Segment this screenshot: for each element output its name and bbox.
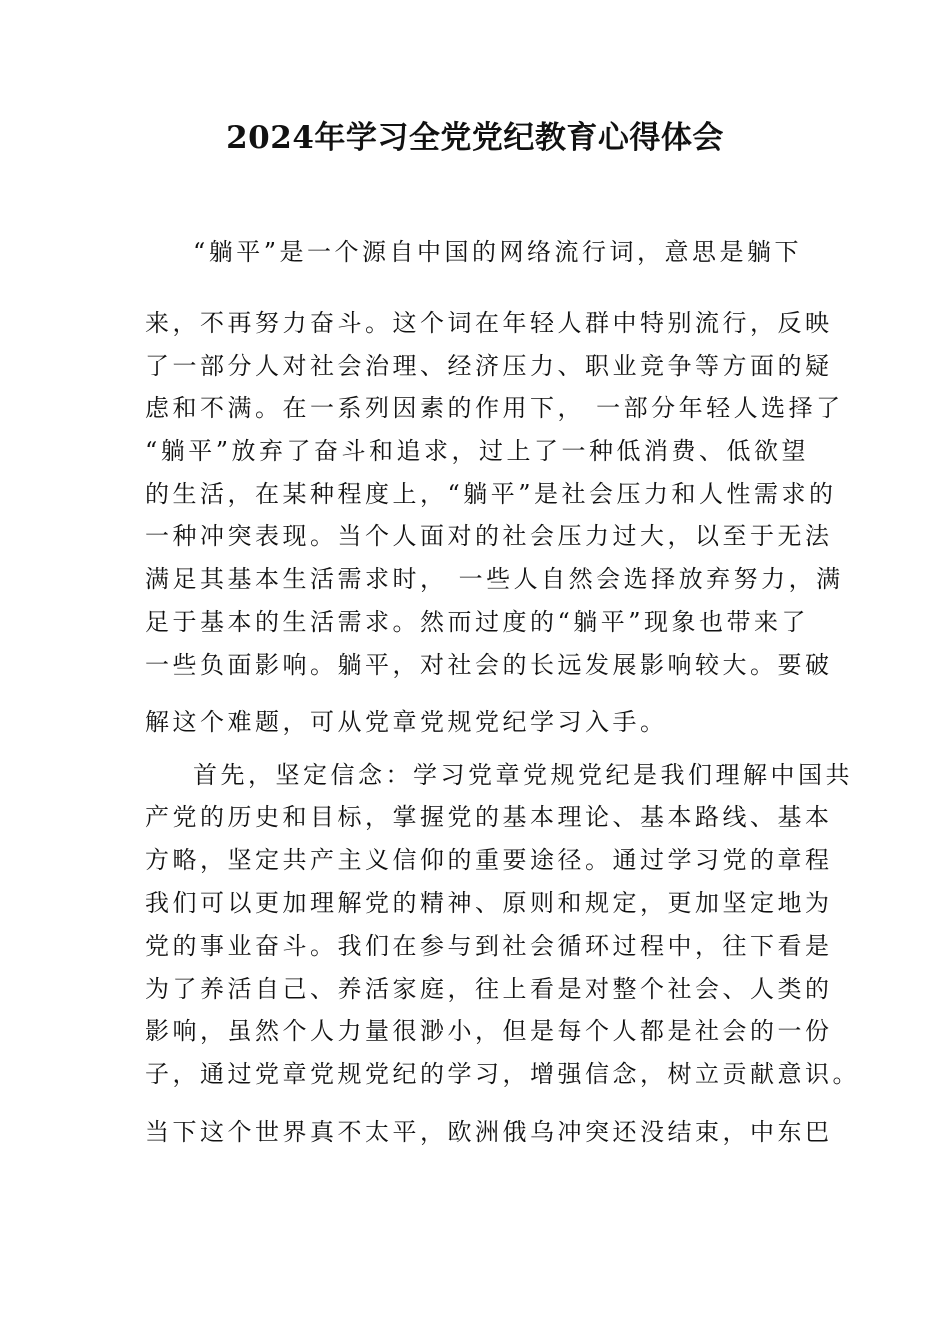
text-line: 的生活，在某种程度上，“躺平”是社会压力和人性需求的 [145,480,837,508]
text-line: 一种冲突表现。当个人面对的社会压力过大，以至于无法 [145,522,833,550]
text-line: 足于基本的生活需求。然而过度的“躺平”现象也带来了 [145,608,810,636]
text-line: 子，通过党章党规党纪的学习，增强信念，树立贡献意识。 [145,1060,860,1088]
text-line: 为了养活自己、养活家庭，往上看是对整个社会、人类的 [145,975,833,1003]
text-line: 虑和不满。在一系列因素的作用下， 一部分年轻人选择了 [145,394,844,422]
text-line: 满足其基本生活需求时， 一些人自然会选择放弃努力，满 [145,565,844,593]
text-line: 我们可以更加理解党的精神、原则和规定，更加坚定地为 [145,889,833,917]
text-line: 党的事业奋斗。我们在参与到社会循环过程中，往下看是 [145,932,833,960]
text-line: 来，不再努力奋斗。这个词在年轻人群中特别流行，反映 [145,309,833,337]
text-line: 了一部分人对社会治理、经济压力、职业竞争等方面的疑 [145,352,833,380]
text-line: 首先，坚定信念：学习党章党规党纪是我们理解中国共 [193,761,853,789]
text-line: 影响，虽然个人力量很渺小，但是每个人都是社会的一份 [145,1017,833,1045]
text-line: 方略，坚定共产主义信仰的重要途径。通过学习党的章程 [145,846,833,874]
text-line: 产党的历史和目标，掌握党的基本理论、基本路线、基本 [145,803,833,831]
text-line: 当下这个世界真不太平，欧洲俄乌冲突还没结束，中东巴 [145,1118,833,1146]
text-line: “躺平”放弃了奋斗和追求，过上了一种低消费、低欲望 [145,437,810,465]
text-line: 一些负面影响。躺平，对社会的长远发展影响较大。要破 [145,651,833,679]
text-line: “躺平”是一个源自中国的网络流行词，意思是躺下 [193,238,803,266]
document-title: 2024年学习全党党纪教育心得体会 [226,120,724,156]
text-line: 解这个难题，可从党章党规党纪学习入手。 [145,708,668,736]
